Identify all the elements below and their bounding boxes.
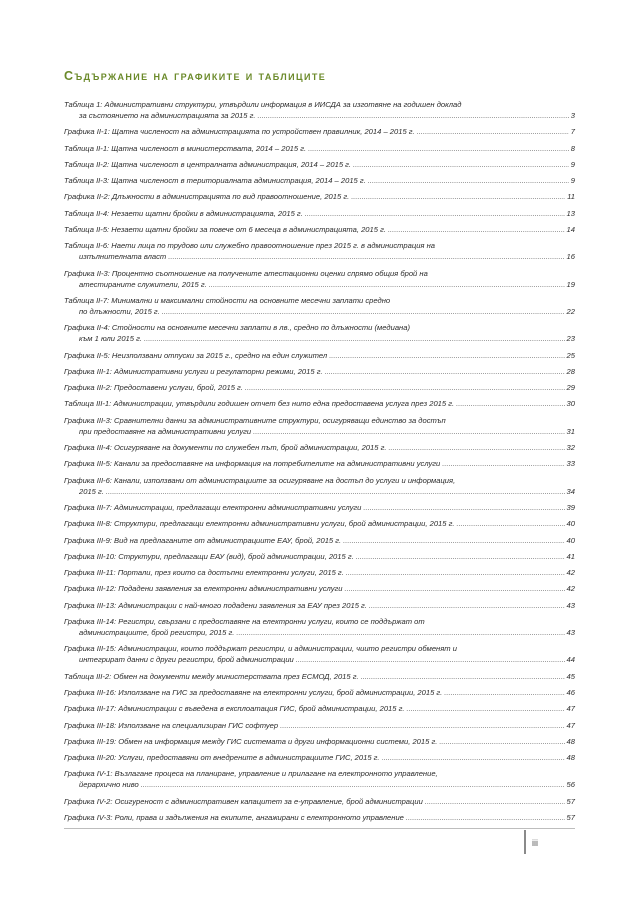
dot-leader — [236, 627, 564, 638]
dot-leader — [325, 366, 565, 377]
toc-entry[interactable] — [64, 415, 575, 437]
toc-entry-title: Графика III-17: Администрации с въведена в експлоатация ГИС, брой администрации, 2015 г. — [64, 704, 405, 714]
toc-entry-page: 14 — [566, 225, 575, 235]
bottom-rule — [64, 828, 575, 829]
toc-entry-title: Графика III-16: Използване на ГИС за предоставяне на електронни услуги, брой администрации, 2015 г. — [64, 687, 443, 697]
dot-leader — [425, 796, 565, 807]
toc-entry-page: 28 — [566, 366, 575, 376]
toc-entry[interactable] — [64, 643, 575, 665]
toc-entry-continuation: за състоянието на администрацията за 2015 г. — [79, 111, 256, 120]
toc-entry-title: Таблица II-7: Минимални и максимални стойности на основните месечни заплати средно — [64, 295, 391, 305]
toc-entry[interactable] — [64, 240, 575, 262]
dot-leader — [369, 600, 565, 611]
toc-entry-continuation: изпълнителната власт — [79, 252, 167, 262]
toc-entry-title: Графика III-7: Администрации, предлагащи електронни административни услуги — [64, 502, 362, 512]
toc-entry[interactable] — [64, 475, 575, 497]
toc-entry-page: 48 — [566, 736, 575, 746]
toc-entry-title: Графика III-5: Канали за предоставяне на информация на потребителите на административни услуги — [64, 459, 441, 469]
toc-entry-title: Графика II-5: Неизползвани отпуски за 2015 г., средно на един служител — [64, 350, 328, 360]
toc-entry[interactable] — [64, 752, 575, 763]
toc-entry[interactable] — [64, 175, 575, 186]
toc-heading: Съдържание на графиките и таблиците — [64, 69, 327, 83]
toc-entry-title: Графика III-14: Регистри, свързани с предоставяне на електронни услуги, които се поддържат от — [64, 617, 425, 627]
toc-entry[interactable] — [64, 583, 575, 594]
dot-leader — [344, 583, 564, 594]
toc-entry-page: 47 — [566, 720, 575, 730]
dot-leader — [361, 671, 565, 682]
dot-leader — [353, 159, 569, 170]
toc-entry-page: 42 — [566, 568, 575, 578]
toc-entry-page: 30 — [566, 399, 575, 409]
toc-entry-title: Графика IV-3: Роли, права и задължения на екипите, ангажирани с електронното управление — [64, 812, 404, 822]
dot-leader — [245, 382, 565, 393]
toc-entry-title: Таблица II-5: Незаети щатни бройки за повече от 6 месеца в администрацията, 2015 г. — [64, 225, 386, 235]
toc-entry-page: 44 — [566, 655, 575, 665]
toc-entry-title: Графика III-11: Портали, през които са достъпни електронни услуги, 2015 г. — [64, 568, 344, 578]
toc-entry[interactable] — [64, 736, 575, 747]
toc-entry[interactable] — [64, 518, 575, 529]
toc-entry-page: 29 — [566, 383, 575, 393]
dot-leader — [363, 502, 564, 513]
dot-leader — [168, 251, 564, 262]
toc-entry-page: 43 — [566, 628, 575, 638]
toc-list — [64, 99, 575, 828]
toc-entry-page: 33 — [566, 459, 575, 469]
dot-leader — [406, 812, 565, 823]
toc-entry-title: Графика III-15: Администрации, които поддържат регистри, и администрации, чиито регистри обменят и — [64, 644, 457, 654]
toc-entry[interactable] — [64, 687, 575, 698]
toc-entry-page: 40 — [566, 519, 575, 529]
toc-entry-title: Графика III-8: Структури, предлагащи електронни административни услуги, брой администрации, 2015 г. — [64, 519, 455, 529]
toc-entry[interactable] — [64, 99, 575, 121]
toc-entry-page: 45 — [566, 671, 575, 681]
toc-entry-page: 9 — [570, 159, 575, 169]
dot-leader — [456, 518, 564, 529]
toc-entry-page: 7 — [570, 127, 575, 137]
toc-entry-title: Графика III-13: Администрации с най-много подадени заявления за ЕАУ през 2015 г. — [64, 600, 367, 610]
toc-entry-title: Графика III-2: Предоставени услуги, брой, 2015 г. — [64, 383, 243, 393]
dot-leader — [280, 720, 564, 731]
toc-entry-page: 13 — [566, 208, 575, 218]
toc-entry-title: Таблица 1: Административни структури, утвърдили информация в ИИСДА за изготвяне на годишен доклад — [64, 100, 462, 109]
toc-entry[interactable] — [64, 191, 575, 202]
dot-leader — [351, 191, 565, 202]
toc-entry-page: 57 — [566, 796, 575, 806]
dot-leader — [141, 779, 565, 790]
toc-entry-title: Графика II-4: Стойности на основните месечни заплати в лв., средно по длъжности (медиана) — [64, 323, 410, 333]
dot-leader — [305, 208, 565, 219]
toc-entry-page: 32 — [566, 443, 575, 453]
toc-entry[interactable] — [64, 159, 575, 170]
toc-entry[interactable] — [64, 720, 575, 731]
dot-leader — [343, 535, 564, 546]
toc-entry-title: Графика III-1: Административни услуги и регулаторни режими, 2015 г. — [64, 366, 323, 376]
toc-entry[interactable] — [64, 398, 575, 409]
toc-entry-page: 23 — [566, 334, 575, 344]
dot-leader — [442, 458, 564, 469]
dot-leader — [388, 224, 565, 235]
toc-entry[interactable] — [64, 366, 575, 377]
dot-leader — [209, 279, 565, 290]
dot-leader — [346, 567, 565, 578]
toc-entry-page: 39 — [566, 502, 575, 512]
toc-entry[interactable] — [64, 143, 575, 154]
toc-entry[interactable] — [64, 671, 575, 682]
dot-leader — [106, 486, 565, 497]
toc-entry-page: 31 — [566, 426, 575, 436]
toc-entry-title: Графика III-6: Канали, използвани от администрациите за осигуряване на достъп до услуги и информация, — [64, 475, 456, 485]
dot-leader — [253, 426, 564, 437]
toc-entry-title: Таблица II-3: Щатна численост в териториалната администрация, 2014 – 2015 г. — [64, 176, 366, 186]
toc-entry[interactable] — [64, 768, 575, 790]
toc-entry-title: Таблица III-2: Обмен на документи между министерствата през ЕСМОД, 2015 г. — [64, 671, 359, 681]
toc-entry-page: 47 — [566, 704, 575, 714]
toc-entry-page: 34 — [566, 486, 575, 496]
toc-entry[interactable] — [64, 551, 575, 562]
toc-entry[interactable] — [64, 268, 575, 290]
toc-entry-continuation: администрациите, брой регистри, 2015 г. — [79, 628, 235, 638]
toc-entry[interactable] — [64, 382, 575, 393]
toc-entry[interactable] — [64, 350, 575, 361]
toc-entry[interactable] — [64, 703, 575, 714]
toc-entry-title: Графика III-9: Вид на предлаганите от администрациите ЕАУ, брой, 2015 г. — [64, 535, 342, 545]
toc-entry[interactable] — [64, 295, 575, 317]
toc-entry[interactable] — [64, 600, 575, 611]
toc-entry-title: Графика III-18: Използване на специализиран ГИС софтуер — [64, 720, 279, 730]
toc-entry-title: Графика III-19: Обмен на информация между ГИС системата и други информационни системи, 2015 г. — [64, 736, 438, 746]
toc-entry-continuation: при предоставяне на административни услуги — [79, 426, 252, 436]
toc-entry[interactable] — [64, 322, 575, 344]
toc-entry-title: Графика II-3: Процентно съотношение на получените атестационни оценки спрямо общия брой на — [64, 268, 428, 278]
dot-leader — [308, 143, 569, 154]
page-number: iii — [532, 838, 538, 848]
toc-entry-page: 41 — [566, 551, 575, 561]
toc-entry-page: 11 — [567, 192, 575, 202]
toc-entry-page: 56 — [566, 780, 575, 790]
dot-leader — [296, 654, 565, 665]
page-number-divider — [524, 830, 526, 854]
toc-entry-continuation: интегрират данни с други регистри, брой администрации — [79, 655, 294, 665]
toc-entry-page: 46 — [566, 687, 575, 697]
toc-entry-page: 19 — [566, 279, 575, 289]
dot-leader — [388, 442, 564, 453]
toc-entry[interactable] — [64, 796, 575, 807]
toc-entry[interactable] — [64, 458, 575, 469]
dot-leader — [382, 752, 565, 763]
toc-entry-title: Графика III-12: Подадени заявления за електронни административни услуги — [64, 584, 343, 594]
toc-entry-title: Таблица II-2: Щатна численост в централната администрация, 2014 – 2015 г. — [64, 159, 352, 169]
dot-leader — [439, 736, 564, 747]
toc-entry-continuation: 2015 г. — [79, 486, 104, 496]
toc-entry-title: Таблица II-1: Щатна численост в министерствата, 2014 – 2015 г. — [64, 143, 307, 153]
toc-entry-continuation: йерархично ниво — [79, 780, 139, 790]
toc-entry-page: 8 — [570, 143, 575, 153]
dot-leader — [444, 687, 564, 698]
dot-leader — [356, 551, 565, 562]
toc-entry[interactable] — [64, 502, 575, 513]
toc-entry-continuation: към 1 юли 2015 г. — [79, 334, 142, 344]
toc-entry-title: Графика IV-2: Осигуреност с административен капацитет за е-управление, брой администрации — [64, 796, 423, 806]
toc-entry[interactable] — [64, 126, 575, 137]
toc-entry-page: 16 — [566, 252, 575, 262]
dot-leader — [144, 333, 565, 344]
toc-entry-title: Графика III-10: Структури, предлагащи ЕАУ (вид), брой администрации, 2015 г. — [64, 551, 354, 561]
toc-entry[interactable] — [64, 535, 575, 546]
dot-leader — [406, 703, 564, 714]
dot-leader — [456, 398, 564, 409]
toc-entry-title: Графика III-4: Осигуряване на документи по служебен път, брой администрации, 2015 г. — [64, 443, 387, 453]
toc-entry-continuation: атестираните служители, 2015 г. — [79, 279, 207, 289]
toc-entry-page: 3 — [570, 111, 575, 120]
toc-entry[interactable] — [64, 812, 575, 823]
toc-entry-page: 42 — [566, 584, 575, 594]
toc-entry-title: Графика IV-1: Възлагане процеса на планиране, управление и прилагане на електронното управление, — [64, 769, 438, 779]
dot-leader — [368, 175, 569, 186]
toc-entry-page: 40 — [566, 535, 575, 545]
toc-entry-title: Графика II-2: Длъжности в администрацията по вид правоотношение, 2015 г. — [64, 192, 350, 202]
toc-entry-page: 57 — [566, 812, 575, 822]
toc-entry-title: Таблица II-6: Наети лица по трудово или служебно правоотношение през 2015 г. в администрация на — [64, 241, 435, 251]
toc-entry-title: Графика III-3: Сравнителни данни за административните структури, осигуряващи единство за достъп — [64, 415, 446, 425]
toc-entry[interactable] — [64, 616, 575, 638]
toc-entry-page: 9 — [570, 176, 575, 186]
dot-leader — [417, 126, 569, 137]
toc-entry-title: Таблица III-1: Администрации, утвърдили годишен отчет без нито една предоставена услуга през 2015 г. — [64, 399, 455, 409]
toc-entry[interactable] — [64, 442, 575, 453]
toc-entry-page: 25 — [566, 350, 575, 360]
toc-entry-page: 43 — [566, 600, 575, 610]
toc-entry[interactable] — [64, 567, 575, 578]
dot-leader — [329, 350, 564, 361]
toc-entry-page: 22 — [566, 306, 575, 316]
toc-entry-title: Таблица II-4: Незаети щатни бройки в администрацията, 2015 г. — [64, 208, 303, 218]
toc-entry[interactable] — [64, 224, 575, 235]
toc-entry-title: Графика II-1: Щатна численост на администрацията по устройствен правилник, 2014 – 2015 г. — [64, 127, 415, 137]
dot-leader — [257, 110, 568, 121]
toc-entry-continuation: по длъжности, 2015 г. — [79, 306, 160, 316]
toc-entry-title: Графика III-20: Услуги, предоставяни от внедрените в администрациите ГИС, 2015 г. — [64, 753, 380, 763]
toc-entry[interactable] — [64, 208, 575, 219]
toc-entry-page: 48 — [566, 753, 575, 763]
dot-leader — [162, 306, 565, 317]
